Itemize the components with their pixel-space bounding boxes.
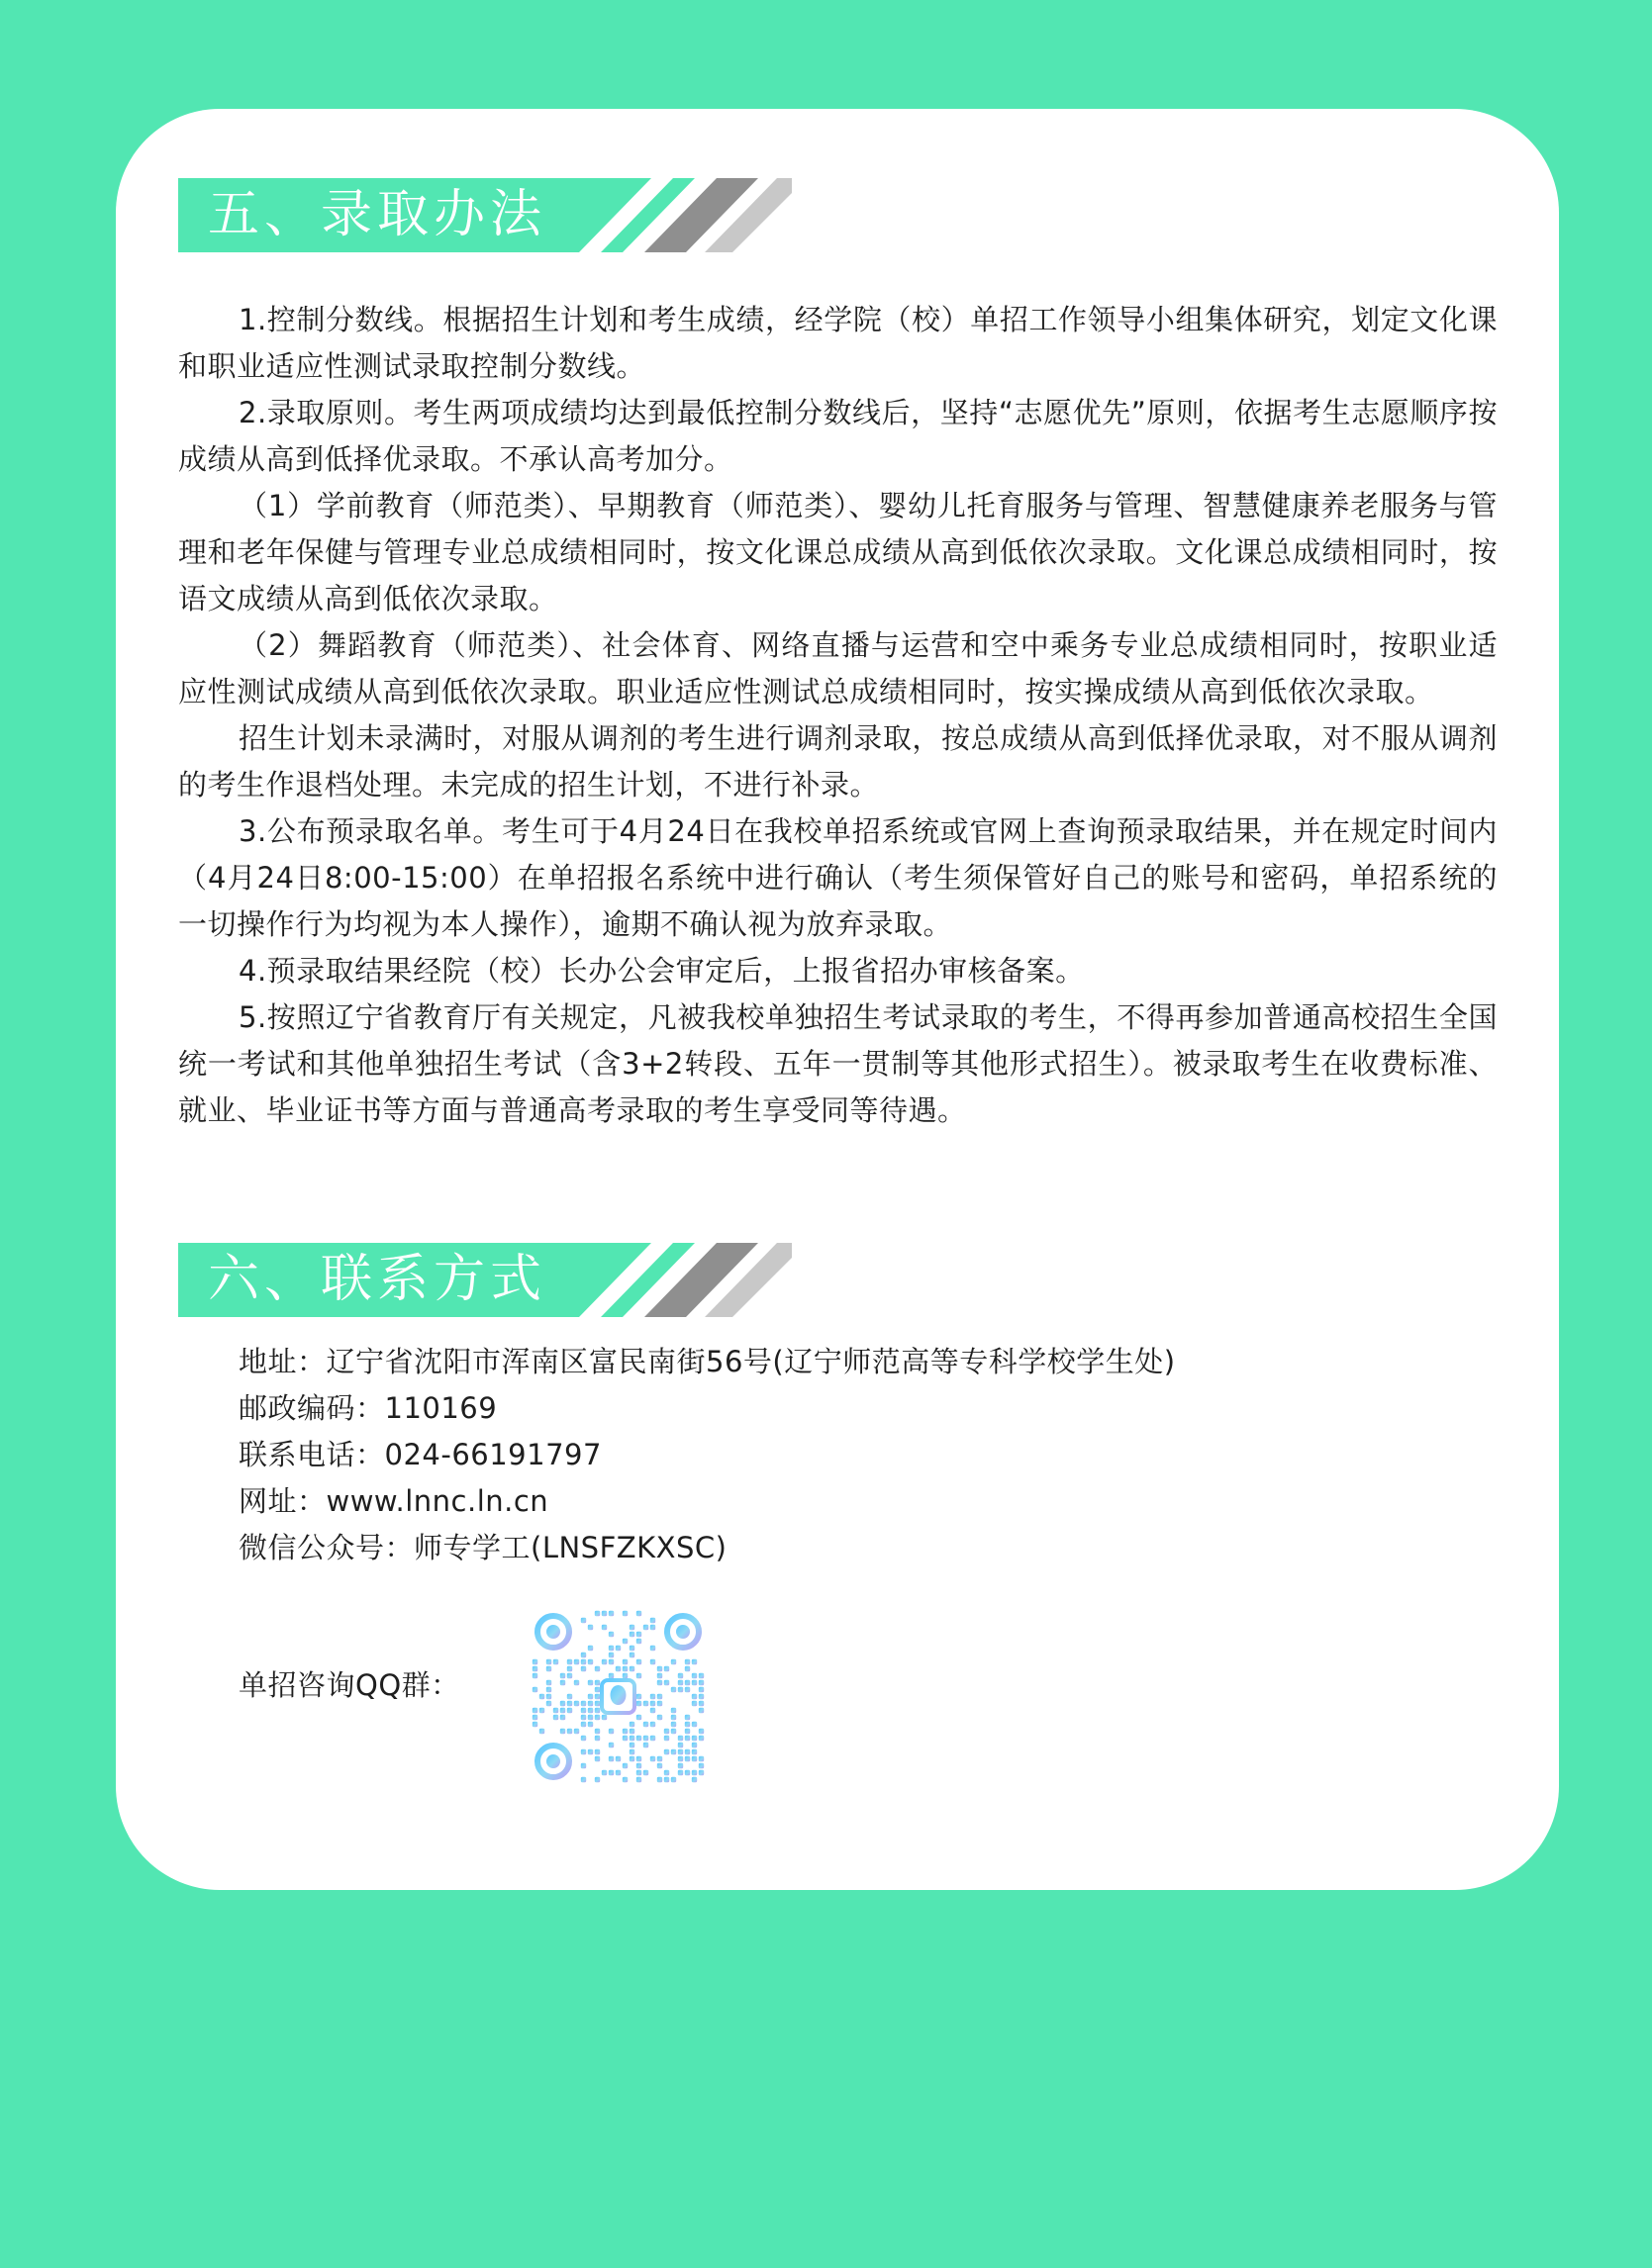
admission-rules [178,297,1498,1134]
qr-module [553,1715,558,1720]
qr-module [539,1694,544,1699]
qr-module [560,1715,565,1720]
qr-module [671,1722,676,1727]
qr-module [588,1708,593,1713]
qr-module [533,1722,537,1727]
qr-module [685,1736,690,1741]
qr-module [630,1736,634,1741]
qr-module [609,1646,614,1651]
qr-module [699,1673,704,1678]
qr-module [685,1687,690,1692]
qr-module [533,1708,537,1713]
qr-module [643,1701,648,1706]
qr-module [671,1729,676,1734]
qr-module [581,1736,586,1741]
qr-module [650,1736,655,1741]
qr-module [581,1749,586,1754]
qr-module [692,1722,697,1727]
qr-module [692,1673,697,1678]
qr-module [595,1680,600,1685]
qr-module [602,1659,607,1664]
qr-module [636,1673,641,1678]
qr-module [623,1659,628,1664]
qr-module [657,1777,662,1782]
qr-module [581,1653,586,1657]
qr-module [581,1618,586,1623]
qr-module [671,1708,676,1713]
qr-module [699,1729,704,1734]
section-header-5 [178,178,792,252]
qr-module [581,1715,586,1720]
qr-module [692,1680,697,1685]
qr-module [567,1708,572,1713]
qr-module [609,1729,614,1734]
qr-module [567,1659,572,1664]
qr-module [650,1625,655,1630]
qr-module [657,1756,662,1761]
qr-module [574,1701,579,1706]
qr-module [678,1763,683,1768]
qr-module [678,1756,683,1761]
qr-module [678,1770,683,1775]
qr-module [595,1736,600,1741]
qr-module [581,1763,586,1768]
qr-code-icon[interactable] [532,1610,705,1783]
qr-module [588,1749,593,1754]
qr-module [664,1777,669,1782]
qr-module [636,1701,641,1706]
qr-module [623,1666,628,1671]
qr-module [692,1743,697,1748]
qr-module [595,1715,600,1720]
paragraph: 3.公布预录取名单。考生可于4月24日在我校单招系统或官网上查询预录取结果，并在规定时间内（4月24日8:00-15:00）在单招报名系统中进行确认（考生须保管好自己的账号和密码，单招系统的一切操作行为均视为本人操作），逾期不确认视为放弃录取。 [178,814,1498,941]
qr-module [588,1701,593,1706]
qr-module [692,1777,697,1782]
postal-code-line: 邮政编码：110169 [239,1391,498,1425]
paragraph: （2）舞蹈教育（师范类）、社会体育、网络直播与运营和空中乘务专业总成绩相同时，按职业适应性测试成绩从高到低依次录取。职业适应性测试总成绩相同时，按实操成绩从高到低依次录取。 [178,628,1498,709]
qr-module [671,1659,676,1664]
qr-module [533,1666,537,1671]
qr-module [699,1687,704,1692]
qr-module [650,1694,655,1699]
qr-module [546,1666,551,1671]
qr-module [685,1659,690,1664]
qr-module [609,1632,614,1637]
qr-module [623,1611,628,1616]
qr-module [685,1756,690,1761]
qr-module [699,1701,704,1706]
qr-module [588,1715,593,1720]
qr-module [602,1625,607,1630]
qr-module [533,1687,537,1692]
qr-module [588,1694,593,1699]
qr-module [588,1722,593,1727]
qr-module [636,1659,641,1664]
qr-module [699,1756,704,1761]
qr-module [595,1611,600,1616]
qr-module [533,1659,537,1664]
qr-module [567,1694,572,1699]
section-title: 六、联系方式 [208,1250,547,1309]
qr-module [595,1701,600,1706]
qr-module [609,1653,614,1657]
qr-module [664,1736,669,1741]
qr-module [581,1666,586,1671]
qr-module [630,1722,634,1727]
qr-module [546,1659,551,1664]
paragraph: 5.按照辽宁省教育厅有关规定，凡被我校单独招生考试录取的考生，不得再参加普通高校招生全国统一考试和其他单独招生考试（含3+2转段、五年一贯制等其他形式招生）。被录取考生在收费标准、就业、毕业证书等方面与普通高考录取的考生享受同等待遇。 [178,1000,1498,1127]
wechat-line: 微信公众号：师专学工(LNSFZKXSC) [239,1531,728,1564]
qq-group-label: 单招咨询QQ群： [239,1668,460,1702]
qr-module [643,1736,648,1741]
qr-module [699,1708,704,1713]
paragraph: （1）学前教育（师范类）、早期教育（师范类）、婴幼儿托育服务与管理、智慧健康养老服务与管理和老年保健与管理专业总成绩相同时，按文化课总成绩从高到低依次录取。文化课总成绩相同时，按语文成绩从高到低依次录取。 [178,489,1498,615]
qr-module [595,1694,600,1699]
qr-module [636,1611,641,1616]
section-title: 五、录取办法 [208,185,547,244]
qr-module [574,1729,579,1734]
qr-module [630,1666,634,1671]
qr-module [616,1666,621,1671]
qr-module [567,1729,572,1734]
qr-module [692,1770,697,1775]
qr-module [664,1749,669,1754]
qr-module [650,1659,655,1664]
qr-module [692,1736,697,1741]
qr-module [685,1770,690,1775]
qr-module [574,1659,579,1664]
qr-module [699,1763,704,1768]
qr-module [533,1715,537,1720]
qr-module [616,1756,621,1761]
qr-module [581,1701,586,1706]
qr-module [664,1729,669,1734]
qr-module [581,1722,586,1727]
qr-module [560,1673,565,1678]
qr-module [699,1694,704,1699]
qr-module [650,1701,655,1706]
qr-module [567,1673,572,1678]
qr-module [630,1625,634,1630]
qr-module [699,1770,704,1775]
qr-module [657,1673,662,1678]
qr-module [657,1715,662,1720]
qr-module [609,1673,614,1678]
qr-module [623,1777,628,1782]
qr-module [678,1749,683,1754]
qr-module [595,1749,600,1754]
qr-module [533,1673,537,1678]
qr-module [623,1673,628,1678]
qr-module [692,1701,697,1706]
qr-module [616,1770,621,1775]
qr-module [643,1743,648,1748]
qr-module [636,1694,641,1699]
qr-module [692,1749,697,1754]
qr-module [581,1659,586,1664]
qr-module [671,1715,676,1720]
qr-module [630,1756,634,1761]
qr-module [609,1659,614,1664]
qr-module [664,1666,669,1671]
qr-module [602,1715,607,1720]
qr-module [553,1708,558,1713]
qr-module [685,1715,690,1720]
qr-module [657,1694,662,1699]
paragraph: 4.预录取结果经院（校）长办公会审定后，上报省招办审核备案。 [239,954,1085,988]
qr-module [588,1625,593,1630]
qr-module [630,1729,634,1734]
qr-module [657,1666,662,1671]
qr-module [685,1680,690,1685]
qr-module [650,1646,655,1651]
qr-module [636,1763,641,1768]
qr-module [657,1680,662,1685]
qr-module [636,1777,641,1782]
qr-module [546,1680,551,1685]
qr-module [595,1687,600,1692]
qr-module [678,1680,683,1685]
qr-module [588,1659,593,1664]
qr-module [643,1625,648,1630]
qr-module [692,1694,697,1699]
qr-module [678,1687,683,1692]
qr-module [692,1659,697,1664]
qr-module [546,1694,551,1699]
qr-module [609,1770,614,1775]
qr-module [560,1729,565,1734]
qr-module [664,1770,669,1775]
phone-line: 联系电话：024-66191797 [239,1438,602,1471]
qr-module [643,1770,648,1775]
qr-module [595,1708,600,1713]
qr-module [616,1646,621,1651]
qr-module [685,1749,690,1754]
qr-module [595,1756,600,1761]
qr-module [678,1743,683,1748]
qr-module [630,1646,634,1651]
qr-module [630,1653,634,1657]
qr-module [630,1743,634,1748]
paragraph: 1.控制分数线。根据招生计划和考生成绩，经学院（校）单招工作领导小组集体研究，划定文化课和职业适应性测试录取控制分数线。 [178,303,1498,383]
qr-module [643,1722,648,1727]
qr-module [678,1736,683,1741]
qr-module [636,1632,641,1637]
qr-module [560,1708,565,1713]
qr-module [685,1666,690,1671]
qr-module [692,1756,697,1761]
qr-module [650,1708,655,1713]
qr-module [630,1749,634,1754]
qr-module [560,1701,565,1706]
qr-module [623,1736,628,1741]
address-line: 地址：辽宁省沈阳市浑南区富民南街56号(辽宁师范高等专科学校学生处) [239,1345,1176,1378]
qr-module [650,1618,655,1623]
qr-module [636,1736,641,1741]
qr-module [650,1756,655,1761]
qr-module [553,1659,558,1664]
qr-module [546,1701,551,1706]
qr-module [546,1687,551,1692]
qr-module [699,1680,704,1685]
qr-module [657,1763,662,1768]
qr-module [630,1632,634,1637]
qr-module [623,1639,628,1644]
qr-module [671,1777,676,1782]
qr-module [539,1729,544,1734]
qr-module [609,1756,614,1761]
qr-module [567,1701,572,1706]
qr-module [636,1756,641,1761]
qr-module [602,1611,607,1616]
qr-module [609,1743,614,1748]
qr-module [560,1680,565,1685]
qr-module [685,1729,690,1734]
qr-module [595,1729,600,1734]
paragraph: 招生计划未录满时，对服从调剂的考生进行调剂录取，按总成绩从高到低择优录取，对不服从调剂的考生作退档处理。未完成的招生计划，不进行补录。 [178,721,1498,802]
qr-module [671,1749,676,1754]
qr-module [623,1729,628,1734]
qr-module [595,1777,600,1782]
qr-module [636,1715,641,1720]
contact-info [239,1339,1176,1571]
qr-module [650,1722,655,1727]
qr-module [609,1611,614,1616]
qr-module [567,1666,572,1671]
qr-module [588,1646,593,1651]
qr-module [699,1736,704,1741]
qr-module [671,1687,676,1692]
qr-module [602,1770,607,1775]
section-header-6 [178,1243,792,1317]
qr-module [581,1777,586,1782]
qr-module [657,1701,662,1706]
qr-module [588,1680,593,1685]
qr-module [664,1680,669,1685]
qr-module [678,1673,683,1678]
website-line: 网址：www.lnnc.ln.cn [239,1484,549,1518]
qr-module [574,1680,579,1685]
qr-module [595,1666,600,1671]
qr-module [539,1708,544,1713]
qr-module [636,1770,641,1775]
qr-module [685,1722,690,1727]
qr-module [636,1639,641,1644]
qr-module [623,1763,628,1768]
paragraph: 2.录取原则。考生两项成绩均达到最低控制分数线后，坚持“志愿优先”原则，依据考生志愿顺序按成绩从高到低择优录取。不承认高考加分。 [178,396,1498,476]
qr-module [581,1708,586,1713]
